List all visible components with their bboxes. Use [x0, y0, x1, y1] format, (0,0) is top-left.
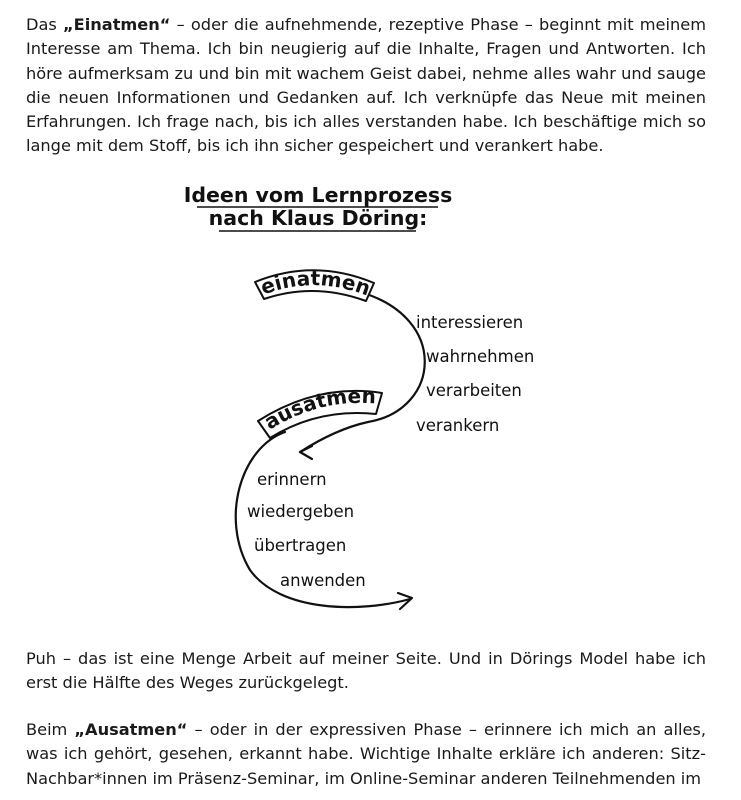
inhale-arrow-head [300, 446, 312, 459]
step-interessieren: interessieren [416, 313, 524, 332]
diagram-title-line1: Ideen vom Lernprozess [183, 183, 453, 207]
step-uebertragen: übertragen [254, 536, 347, 555]
paragraph-ausatmen [26, 718, 706, 791]
paragraph-body: – oder in der expressiven Phase – erinnere ich mich an alles, was ich gehört, gesehen, erkannt habe. Wichtige Inhalte erkläre ich anderen: Sitz-Nachbar*innen im Präsenz-Seminar, im Online-Seminar anderen Teilnehmenden im [26, 720, 706, 788]
paragraph-body: – oder die aufnehmende, rezeptive Phase – beginnt mit meinem Interesse am Thema. Ich bin neugierig auf die Inhalte, Fragen und Antworten. Ich höre aufmerksam zu und bin mit wachem Geist dabei, nehme alles wahr und sauge die neuen Informationen und Gedanken auf. Ich verknüpfe das Neue mit meinen Erfahrungen. Ich frage nach, bis ich alles verstanden habe. Ich beschäftige mich so lange mit dem Stoff, bis ich ihn sicher gespeichert und verankert habe. [26, 15, 707, 156]
paragraph-einatmen [26, 13, 706, 159]
paragraph-intro: Das [26, 15, 63, 34]
diagram-title-line2: nach Klaus Döring: [208, 206, 428, 230]
step-wiedergeben: wiedergeben [247, 502, 355, 521]
step-verankern: verankern [416, 416, 500, 435]
step-anwenden: anwenden [280, 571, 366, 590]
term-einatmen: „Einatmen“ [63, 15, 171, 34]
paragraph-intro: Beim [26, 720, 75, 739]
step-verarbeiten: verarbeiten [426, 381, 522, 400]
learning-process-diagram [0, 170, 741, 620]
inhale-curve [300, 292, 425, 452]
step-erinnern: erinnern [257, 470, 327, 489]
step-wahrnehmen: wahrnehmen [426, 347, 535, 366]
banner-einatmen-label: einatmen [257, 266, 374, 301]
term-ausatmen: „Ausatmen“ [74, 720, 188, 739]
paragraph-puh: Puh – das ist eine Menge Arbeit auf meiner Seite. Und in Dörings Model habe ich erst die Hälfte des Weges zurückgelegt. [26, 649, 706, 693]
banner-ausatmen-label: ausatmen [259, 383, 377, 435]
